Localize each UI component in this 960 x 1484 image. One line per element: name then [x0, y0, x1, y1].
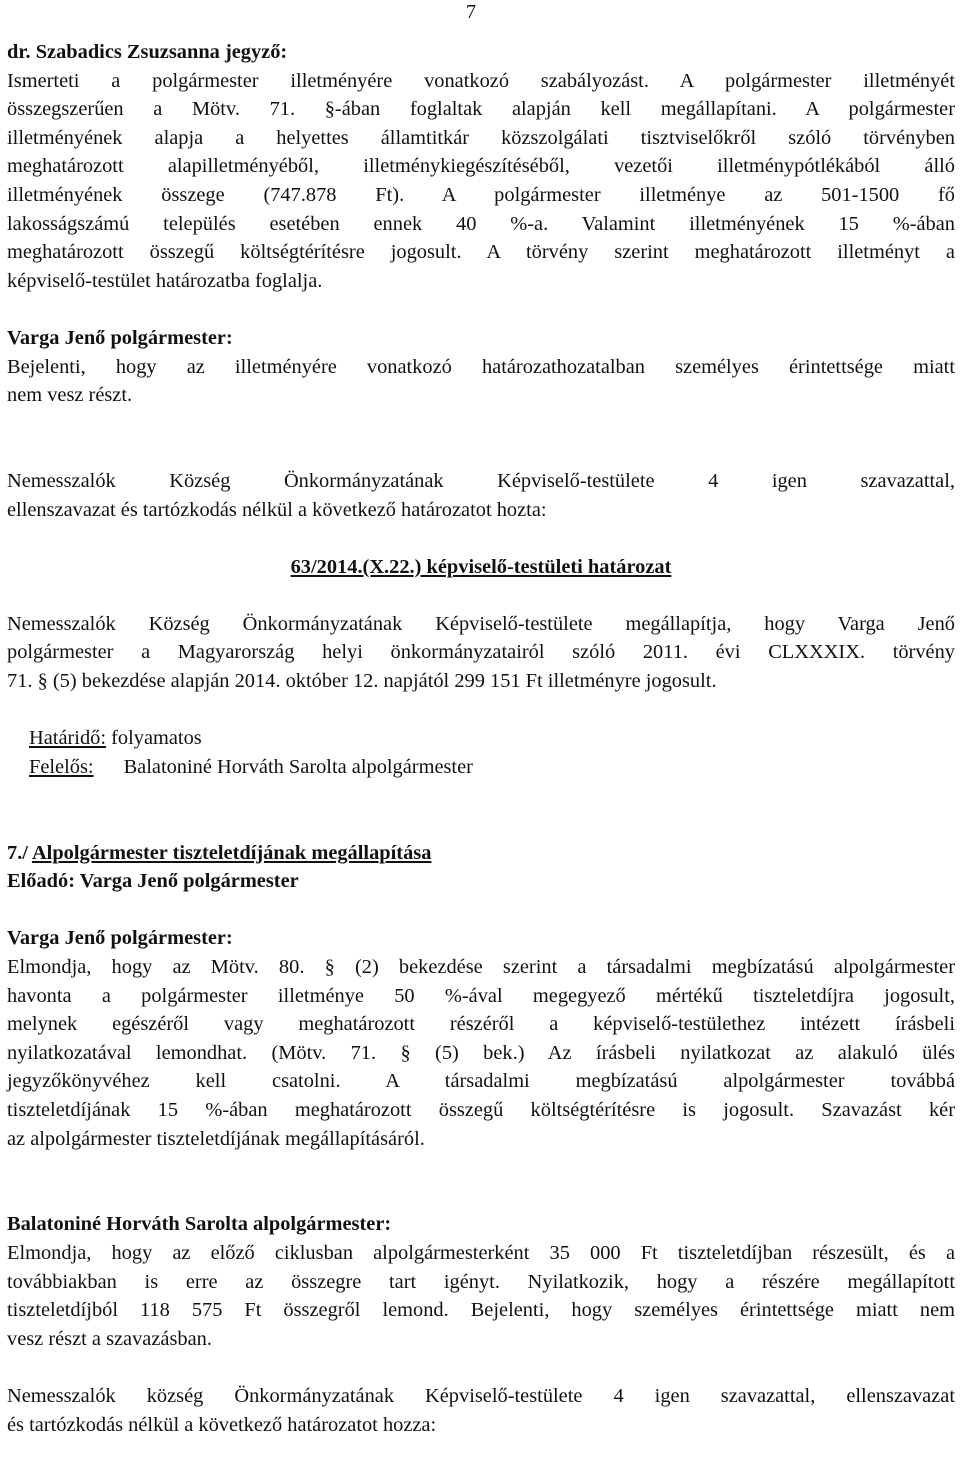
mayor1-line-1: Bejelenti, hogy az illetményére vonatkozó határozathozatalban személyes érintettsége miatt	[7, 355, 955, 378]
deadline-label: Határidő:	[29, 727, 107, 750]
vote1-line-1: Nemesszalók Község Önkormányzatának Képviselő-testülete 4 igen szavazattal,	[7, 469, 955, 492]
notary-line-5: illetményének összege (747.878 Ft). A polgármester illetménye az 501-1500 fő	[7, 183, 955, 206]
agenda-7-heading	[7, 839, 955, 868]
speaker-mayor-1: Varga Jenő polgármester:	[7, 326, 233, 349]
speaker-notary: dr. Szabadics Zsuzsanna jegyző:	[7, 41, 288, 63]
document-body	[7, 38, 955, 1439]
mayor2-line-1: Elmondja, hogy az Mötv. 80. § (2) bekezdése szerint a társadalmi megbízatású alpolgármester	[7, 956, 955, 978]
mayor2-line-3: melynek egészéről vagy meghatározott részéről a képviselő-testülethez intézett írásbeli	[7, 1013, 955, 1036]
resolution-line-1: Nemesszalók Község Önkormányzatának Képviselő-testülete megállapítja, hogy Varga Jenő	[7, 612, 955, 635]
notary-line-2: összegszerűen a Mötv. 71. §-ában foglaltak alapján kell megállapítani. A polgármester	[7, 98, 955, 121]
deputy-line-2: továbbiakban is erre az összegre tart igényt. Nyilatkozik, hogy a részére megállapított	[7, 1270, 955, 1293]
responsible-row	[7, 753, 955, 782]
responsible-value: Balatoniné Horváth Sarolta alpolgármester	[123, 755, 473, 778]
page-number: 7	[466, 1, 476, 23]
resolution-line-3: 71. § (5) bekezdése alapján 2014. október 12. napjától 299 151 Ft illetményre jogosult.	[7, 670, 717, 693]
mayor2-line-2: havonta a polgármester illetménye 50 %-ával megegyező mértékű tiszteletdíjra jogosult,	[7, 984, 955, 1007]
notary-line-6: lakosságszámú település esetében ennek 40 %-a. Valamint illetményének 15 %-ában	[7, 212, 955, 235]
notary-line-7: meghatározott összegű költségtérítésre jogosult. A törvény szerint meghatározott illetményt a	[7, 241, 955, 264]
resolution-line-2: polgármester a Magyarország helyi önkormányzatairól szóló 2011. évi CLXXXIX. törvény	[7, 641, 955, 664]
notary-line-1: Ismerteti a polgármester illetményére vonatkozó szabályozást. A polgármester illetményét	[7, 69, 955, 92]
speaker-deputy-mayor: Balatoniné Horváth Sarolta alpolgármester:	[7, 1213, 392, 1236]
vote2-line-2: és tartózkodás nélkül a következő határozatot hozza:	[7, 1413, 437, 1436]
mayor2-line-7: az alpolgármester tiszteletdíjának megállapításáról.	[7, 1127, 425, 1150]
deputy-line-1: Elmondja, hogy az előző ciklusban alpolgármesterként 35 000 Ft tiszteletdíjban részesült, és a	[7, 1241, 955, 1264]
notary-line-8: képviselő-testület határozatba foglalja.	[7, 269, 323, 292]
notary-line-3: illetményének alapja a helyettes államtitkár közszolgálati tisztviselőkről szóló törvényben	[7, 126, 955, 149]
vote2-line-1: Nemesszalók község Önkormányzatának Képviselő-testülete 4 igen szavazattal, ellenszavazat	[7, 1384, 955, 1407]
agenda-7-presenter: Előadó: Varga Jenő polgármester	[7, 870, 299, 893]
mayor2-line-5: jegyzőkönyvéhez kell csatolni. A társadalmi megbízatású alpolgármester továbbá	[7, 1070, 955, 1093]
speaker-mayor-2: Varga Jenő polgármester:	[7, 927, 233, 950]
deadline-row	[7, 724, 955, 753]
deadline-value: folyamatos	[111, 727, 202, 750]
resolution-title: 63/2014.(X.22.) képviselő-testületi határozat	[290, 555, 672, 578]
responsible-label: Felelős:	[29, 755, 94, 778]
agenda-7-number: 7./	[7, 841, 28, 864]
agenda-7-title: Alpolgármester tiszteletdíjának megállapítása	[31, 841, 432, 864]
mayor1-line-2: nem vesz részt.	[7, 384, 133, 407]
notary-line-4: meghatározott alapilletményéből, illetménykiegészítéséből, vezetői illetménypótlékából álló	[7, 155, 955, 178]
deputy-line-3: tiszteletdíjból 118 575 Ft összegről lemond. Bejelenti, hogy személyes érintettsége miatt nem	[7, 1299, 955, 1322]
mayor2-line-4: nyilatkozatával lemondhat. (Mötv. 71. § (5) bek.) Az írásbeli nyilatkozat az alakuló ülés	[7, 1041, 955, 1064]
vote1-line-2: ellenszavazat és tartózkodás nélkül a következő határozatot hozta:	[7, 498, 547, 521]
mayor2-line-6: tiszteletdíjának 15 %-ában meghatározott összegű költségtérítésre is jogosult. Szavazást kér	[7, 1098, 955, 1121]
deputy-line-4: vesz részt a szavazásban.	[7, 1327, 212, 1350]
